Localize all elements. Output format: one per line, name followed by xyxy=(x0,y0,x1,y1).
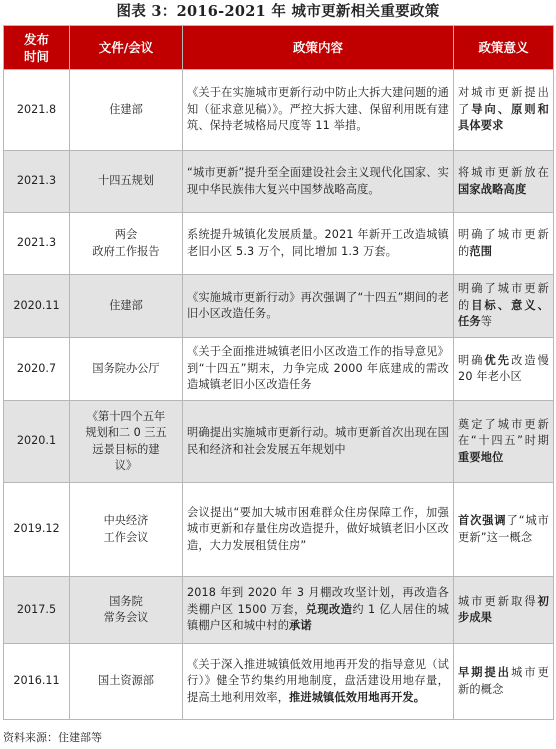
cell-meaning-bold: 早期提出 xyxy=(458,666,512,679)
cell-content-bold: 兑现改造 xyxy=(305,602,353,616)
header-time xyxy=(4,26,70,70)
cell-doc-line: 规划和二 0 三五 xyxy=(85,426,167,439)
header-meaning: 政策意义 xyxy=(454,26,554,70)
cell-doc-line: 十四五规划 xyxy=(98,174,154,188)
cell-meaning-text: 对城市更新提出了 xyxy=(458,86,549,116)
cell-meaning-bold: 目标、意义、任务 xyxy=(458,298,550,329)
cell-doc-line: 议》 xyxy=(114,459,138,472)
cell-doc-line: 国务院办公厅 xyxy=(92,361,160,375)
cell-content-text: 系统提升城镇化发展质量。2021 年新开工改造城镇老旧小区 5.3 万个，同比增加 1.3 万套。 xyxy=(187,228,449,258)
table-row xyxy=(4,483,554,577)
header-time-line-2: 时间 xyxy=(23,48,49,64)
cell-time: 2021.8 xyxy=(4,70,70,151)
header-content: 政策内容 xyxy=(183,26,454,70)
cell-content-text: 《实施城市更新行动》再次强调了“十四五”期间的老旧小区改造任务。 xyxy=(187,290,449,320)
cell-doc xyxy=(70,70,183,151)
cell-meaning-bold: 优先 xyxy=(484,353,512,367)
table-row xyxy=(4,275,554,338)
cell-doc-line: 常务会议 xyxy=(103,611,149,624)
cell-meaning xyxy=(454,338,554,401)
cell-doc-line: 远景目标的建 xyxy=(92,442,160,456)
cell-content-text: 明确提出实施城市更新行动。城市更新首次出现在国民和经济和社会发展五年规划中 xyxy=(187,426,449,456)
policy-table xyxy=(3,25,554,720)
cell-content xyxy=(183,70,454,151)
cell-time: 2020.1 xyxy=(4,401,70,483)
cell-content-text: 2018 年到 2020 年 3 月棚改攻坚计划，再改造各类棚户区 1500 万套， xyxy=(187,586,449,616)
cell-doc-line: 《第十四个五年 xyxy=(86,409,166,423)
source-note: 资料来源：住建部等 xyxy=(3,731,102,744)
cell-time: 2020.11 xyxy=(4,275,70,338)
cell-content-text: “城市更新”提升至全面建设社会主义现代化国家、实现中华民族伟大复兴中国梦战略高度。 xyxy=(187,166,449,196)
table-title: 图表 3：2016-2021 年 城市更新相关重要政策 xyxy=(116,3,440,20)
cell-meaning xyxy=(454,151,554,213)
cell-meaning-text: 了“城市更新”这一概念 xyxy=(458,514,549,544)
cell-content xyxy=(183,483,454,577)
cell-time: 2016.11 xyxy=(4,644,70,720)
cell-doc-line: 两会 xyxy=(114,228,138,241)
cell-content xyxy=(183,577,454,644)
cell-meaning-bold: 导向、原则和具体要求 xyxy=(458,102,550,133)
cell-meaning-text: 城市更新取得 xyxy=(458,594,538,608)
cell-meaning-bold: 范围 xyxy=(469,244,493,258)
cell-content xyxy=(183,275,454,338)
cell-meaning xyxy=(454,483,554,577)
cell-doc xyxy=(70,213,183,275)
cell-doc-line: 住建部 xyxy=(109,102,143,116)
cell-time: 2020.7 xyxy=(4,338,70,401)
cell-meaning-bold: 初步成果 xyxy=(458,594,549,624)
cell-meaning-bold: 国家战略高度 xyxy=(458,182,527,196)
table-row xyxy=(4,70,554,151)
cell-content xyxy=(183,213,454,275)
cell-time: 2019.12 xyxy=(4,483,70,577)
cell-content-text: 会议提出“要加大城市困难群众住房保障工作，加强城市更新和存量住房改造提升，做好城镇老旧小区改造，大力发展租赁住房” xyxy=(187,505,449,552)
cell-content-text: 《关于深入推进城镇低效用地再开发的指导意见（试行）》健全节约集约用地制度，盘活建设用地存量，提高土地利用效率， xyxy=(187,657,449,704)
cell-meaning-text: 明确了城市更新的 xyxy=(458,282,549,312)
cell-meaning xyxy=(454,213,554,275)
table-row xyxy=(4,338,554,401)
cell-doc xyxy=(70,644,183,720)
cell-meaning-text: 明确了城市更新的 xyxy=(458,228,549,258)
cell-time: 2021.3 xyxy=(4,213,70,275)
cell-content xyxy=(183,644,454,720)
cell-meaning-text: 明确 xyxy=(458,353,485,367)
header-time-line-1: 发布 xyxy=(23,31,49,47)
cell-content-text: 约 1 亿人居住的城镇棚户区和城中村的 xyxy=(187,602,449,633)
cell-doc-line: 中央经济 xyxy=(103,514,149,527)
table-row xyxy=(4,401,554,483)
header-row xyxy=(4,26,554,70)
cell-meaning-text: 奠定了城市更新在“十四五”时期 xyxy=(458,417,549,448)
cell-doc-line: 国务院 xyxy=(109,594,143,608)
cell-meaning-text: 改造慢 20 年老小区 xyxy=(458,353,549,383)
cell-doc xyxy=(70,275,183,338)
cell-doc xyxy=(70,401,183,483)
cell-doc-line: 工作会议 xyxy=(103,530,149,544)
table-row xyxy=(4,213,554,275)
cell-content xyxy=(183,401,454,483)
cell-content-text: 《关于在实施城市更新行动中防止大拆大建问题的通知（征求意见稿）》。严控大拆大建、保留利用既有建筑、保持老城格局尺度等 11 举措。 xyxy=(187,86,449,133)
cell-doc xyxy=(70,577,183,644)
table-row xyxy=(4,577,554,644)
cell-doc xyxy=(70,338,183,401)
cell-meaning-text: 将城市更新放在 xyxy=(458,166,549,179)
cell-doc xyxy=(70,151,183,213)
cell-content-bold: 承诺 xyxy=(289,619,312,633)
cell-content-text: 《关于全面推进城镇老旧小区改造工作的指导意见》到“十四五”期末，力争完成 2000 年底建成的需改造城镇老旧小区改造任务 xyxy=(187,345,449,392)
cell-meaning xyxy=(454,577,554,644)
cell-content-bold: 推进城镇低效用地再开发。 xyxy=(289,690,426,704)
cell-doc-line: 住建部 xyxy=(109,298,143,312)
table-body xyxy=(4,70,554,720)
cell-time: 2017.5 xyxy=(4,577,70,644)
cell-meaning-text: 等 xyxy=(480,315,493,329)
cell-meaning-text: 城市更新的概念 xyxy=(458,666,549,696)
header-doc: 文件/会议 xyxy=(70,26,183,70)
cell-doc-line: 政府工作报告 xyxy=(92,244,160,258)
table-row xyxy=(4,151,554,213)
cell-doc-line: 国土资源部 xyxy=(98,674,154,688)
cell-meaning xyxy=(454,644,554,720)
cell-meaning xyxy=(454,401,554,483)
cell-meaning-bold: 首次强调 xyxy=(458,514,507,527)
cell-meaning-bold: 重要地位 xyxy=(458,450,504,464)
cell-content xyxy=(183,338,454,401)
cell-meaning xyxy=(454,275,554,338)
cell-doc xyxy=(70,483,183,577)
cell-meaning xyxy=(454,70,554,151)
cell-time: 2021.3 xyxy=(4,151,70,213)
cell-content xyxy=(183,151,454,213)
table-row xyxy=(4,644,554,720)
